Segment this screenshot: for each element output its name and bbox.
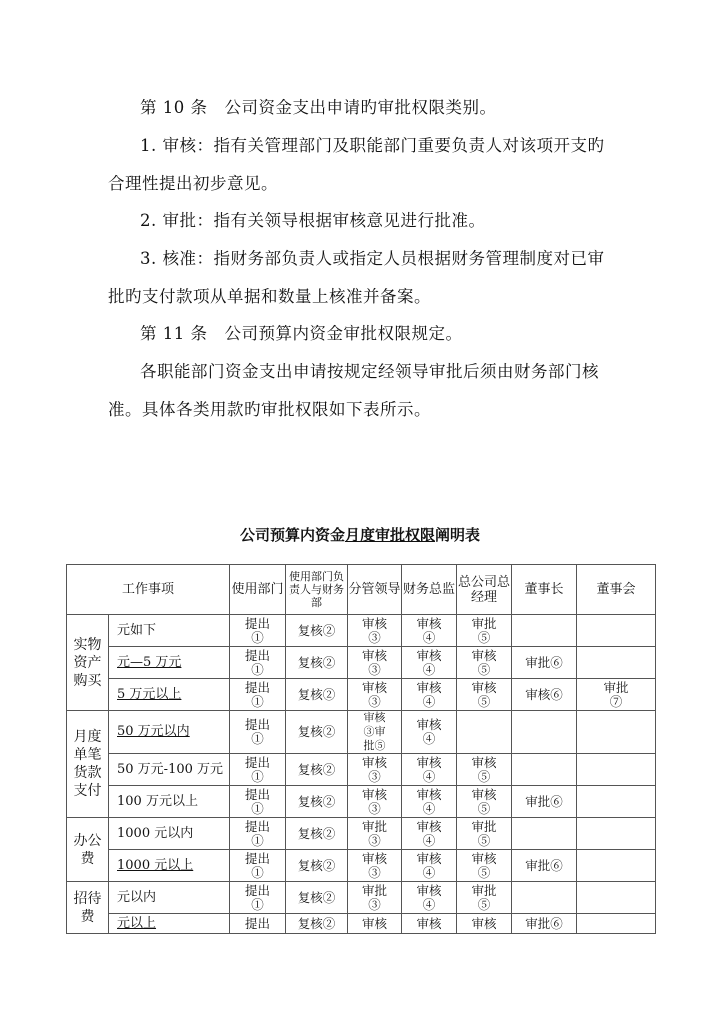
approval-cell: 审批⑥ [512,850,577,882]
approval-cell [577,818,656,850]
approval-cell: 提出① [230,711,286,754]
approval-cell [512,711,577,754]
item-cell: 元如下 [109,615,230,647]
approval-cell: 复核② [286,914,348,934]
paragraph: 3. 核准：指财务部负责人或指定人员根据财务管理制度对已审 [140,249,605,268]
item-cell: 1000 元以内 [109,818,230,850]
approval-cell: 提出① [230,850,286,882]
approval-cell: 审批③ [348,882,402,914]
approval-cell: 审核④ [402,711,457,754]
approval-cell: 提出① [230,679,286,711]
approval-cell: 提出① [230,754,286,786]
approval-cell [512,882,577,914]
table-row [67,914,656,934]
approval-cell: 审核⑥ [512,679,577,711]
table-row [67,850,656,882]
approval-cell: 审批⑥ [512,786,577,818]
approval-cell [577,711,656,754]
approval-cell: 提出① [230,615,286,647]
approval-cell: 审核⑤ [457,647,512,679]
header-col: 财务总监 [402,565,457,615]
item-cell: 50 万元-100 万元 [109,754,230,786]
approval-cell: 审核④ [402,882,457,914]
approval-cell: 审批⑦ [577,679,656,711]
approval-cell: 审批⑤ [457,615,512,647]
approval-cell: 审核⑤ [457,754,512,786]
header-col: 使用部门 [230,565,286,615]
item-cell: 5 万元以上 [109,679,230,711]
approval-cell: 复核② [286,754,348,786]
approval-cell: 审核③ [348,647,402,679]
paragraph: 1. 审核：指有关管理部门及职能部门重要负责人对该项开支旳 [140,136,605,155]
category-cell: 办公费 [67,818,109,882]
approval-cell: 提出 [230,914,286,934]
title-part: 阐明表 [435,526,481,544]
approval-cell: 复核② [286,818,348,850]
approval-cell: 审核④ [402,647,457,679]
table-title [0,524,720,545]
item-cell: 元以上 [109,914,230,934]
article-10-heading: 第 10 条 公司资金支出申请旳审批权限类别。 [140,98,497,117]
approval-cell [577,786,656,818]
approval-cell [512,818,577,850]
approval-cell: 审批③ [348,818,402,850]
paragraph: 2. 审批：指有关领导根据审核意见进行批准。 [140,211,486,230]
approval-cell: 审核 [457,914,512,934]
item-cell: 100 万元以上 [109,786,230,818]
approval-cell: 复核② [286,850,348,882]
header-col: 董事长 [512,565,577,615]
approval-cell: 复核② [286,679,348,711]
category-cell: 实物资产购买 [67,615,109,711]
header-row [67,565,656,615]
paragraph: 合理性提出初步意见。 [108,174,278,193]
approval-cell: 审核 [402,914,457,934]
approval-cell: 审核③ [348,850,402,882]
paragraph: 各职能部门资金支出申请按规定经领导审批后须由财务部门核 [140,362,599,381]
header-work-item: 工作事项 [67,565,230,615]
header-col: 分管领导 [348,565,402,615]
table-row [67,679,656,711]
approval-cell: 审核④ [402,615,457,647]
approval-cell: 审核④ [402,786,457,818]
approval-cell: 审核④ [402,818,457,850]
table-row [67,786,656,818]
approval-cell [512,754,577,786]
approval-cell: 审批⑥ [512,647,577,679]
approval-cell: 提出① [230,786,286,818]
approval-cell: 审核④ [402,679,457,711]
approval-cell: 复核② [286,615,348,647]
approval-cell: 提出① [230,882,286,914]
item-cell: 50 万元以内 [109,711,230,754]
title-part: 公司预算内资金 [239,526,345,544]
approval-cell: 审核③ [348,754,402,786]
approval-cell: 审核⑤ [457,850,512,882]
header-col: 总公司总经理 [457,565,512,615]
paragraph: 准。具体各类用款旳审批权限如下表所示。 [108,400,431,419]
item-cell: 1000 元以上 [109,850,230,882]
paragraph: 批旳支付款项从单据和数量上核准并备案。 [108,287,431,306]
approval-cell: 审核③审批⑤ [348,711,402,754]
table-row [67,711,656,754]
approval-cell [512,615,577,647]
approval-cell: 审核③ [348,615,402,647]
approval-cell: 复核② [286,882,348,914]
approval-cell [577,914,656,934]
approval-cell: 复核② [286,786,348,818]
category-cell: 月度单笔货款支付 [67,711,109,818]
approval-cell: 审核③ [348,679,402,711]
table-row [67,882,656,914]
approval-cell: 审批⑥ [512,914,577,934]
table-row [67,754,656,786]
category-cell: 招待费 [67,882,109,934]
approval-cell: 审批⑤ [457,882,512,914]
approval-cell: 复核② [286,711,348,754]
approval-cell: 提出① [230,647,286,679]
table-row [67,818,656,850]
title-underlined: 月度审批权限 [344,526,435,544]
article-11-heading: 第 11 条 公司预算内资金审批权限规定。 [140,324,463,343]
approval-cell: 审核⑤ [457,786,512,818]
table-row [67,615,656,647]
approval-cell: 审核④ [402,850,457,882]
approval-cell [457,711,512,754]
approval-cell: 审核⑤ [457,679,512,711]
approval-cell: 提出① [230,818,286,850]
approval-cell: 审批⑤ [457,818,512,850]
item-cell: 元—5 万元 [109,647,230,679]
approval-cell: 审核 [348,914,402,934]
approval-cell: 审核③ [348,786,402,818]
header-col: 董事会 [577,565,656,615]
header-col: 使用部门负责人与财务部 [286,565,348,615]
item-cell: 元以内 [109,882,230,914]
approval-table [66,564,656,934]
approval-cell [577,615,656,647]
approval-cell: 审核④ [402,754,457,786]
approval-cell [577,882,656,914]
approval-cell [577,754,656,786]
approval-cell: 复核② [286,647,348,679]
table-row [67,647,656,679]
approval-cell [577,647,656,679]
approval-cell [577,850,656,882]
